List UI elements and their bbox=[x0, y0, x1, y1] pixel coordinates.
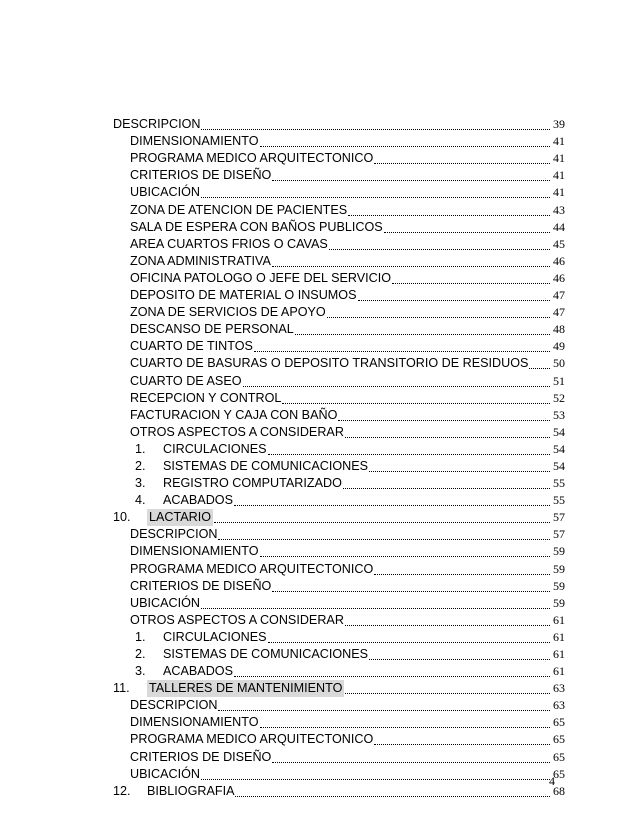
toc-entry-page: 43 bbox=[553, 202, 565, 217]
dot-leader bbox=[338, 410, 550, 421]
toc-entry[interactable] bbox=[113, 629, 565, 646]
toc-entry-label: CRITERIOS DE DISEÑO bbox=[130, 749, 272, 764]
dot-leader bbox=[234, 495, 550, 506]
toc-entry[interactable] bbox=[113, 184, 565, 201]
toc-entry[interactable] bbox=[113, 133, 565, 150]
toc-entry-page: 54 bbox=[553, 424, 565, 439]
toc-entry[interactable] bbox=[113, 646, 565, 663]
toc-entry[interactable] bbox=[113, 390, 565, 407]
table-of-contents bbox=[113, 116, 565, 800]
toc-entry-page: 61 bbox=[553, 664, 565, 679]
toc-entry-page: 55 bbox=[553, 493, 565, 508]
dot-leader bbox=[329, 239, 550, 250]
toc-entry-page: 41 bbox=[553, 185, 565, 200]
dot-leader bbox=[272, 752, 550, 763]
toc-entry-page: 59 bbox=[553, 578, 565, 593]
toc-entry-label: LACTARIO bbox=[149, 510, 212, 525]
toc-entry-page: 61 bbox=[553, 647, 565, 661]
toc-entry[interactable] bbox=[113, 355, 565, 372]
toc-entry-label: PROGRAMA MEDICO ARQUITECTONICO bbox=[130, 151, 374, 166]
toc-entry[interactable] bbox=[113, 543, 565, 560]
dot-leader bbox=[254, 341, 550, 352]
dot-leader bbox=[358, 290, 551, 301]
toc-entry-label: DESCANSO DE PERSONAL bbox=[130, 322, 294, 337]
toc-entry-number: 3. bbox=[135, 476, 146, 491]
toc-entry-label: SISTEMAS DE COMUNICACIONES bbox=[163, 458, 369, 473]
toc-entry-label: DESCRIPCION bbox=[130, 527, 218, 542]
toc-entry-label: CIRCULACIONES bbox=[163, 629, 267, 644]
toc-entry[interactable] bbox=[113, 783, 565, 800]
toc-entry-page: 41 bbox=[553, 151, 565, 166]
toc-entry-label: ACABADOS bbox=[163, 664, 233, 679]
toc-entry-page: 68 bbox=[553, 783, 565, 798]
toc-entry-page: 54 bbox=[553, 458, 565, 473]
dot-leader bbox=[235, 786, 550, 797]
dot-leader bbox=[345, 615, 550, 626]
toc-entry[interactable] bbox=[113, 338, 565, 355]
toc-entry[interactable] bbox=[113, 167, 565, 184]
dot-leader bbox=[234, 666, 550, 677]
toc-entry-label: CRITERIOS DE DISEÑO bbox=[130, 168, 272, 183]
toc-entry-page: 54 bbox=[553, 441, 565, 456]
toc-entry-page: 65 bbox=[553, 766, 565, 781]
toc-entry-label: OTROS ASPECTOS A CONSIDERAR bbox=[130, 424, 344, 439]
toc-entry[interactable] bbox=[113, 492, 565, 509]
toc-entry[interactable] bbox=[113, 372, 565, 389]
toc-entry-page: 47 bbox=[553, 305, 565, 320]
dot-leader bbox=[268, 632, 550, 643]
toc-entry-label: DIMENSIONAMIENTO bbox=[130, 544, 259, 559]
toc-entry[interactable] bbox=[113, 304, 565, 321]
toc-entry-label: UBICACIÓN bbox=[130, 766, 200, 781]
dot-leader bbox=[260, 546, 550, 557]
toc-entry-page: 41 bbox=[553, 168, 565, 183]
dot-leader bbox=[295, 324, 550, 335]
toc-entry[interactable] bbox=[113, 697, 565, 714]
toc-entry-label: ZONA DE ATENCION DE PACIENTES bbox=[130, 202, 348, 217]
toc-entry[interactable] bbox=[113, 201, 565, 218]
dot-leader bbox=[272, 581, 550, 592]
dot-leader bbox=[374, 153, 550, 164]
toc-entry-label: DESCRIPCION bbox=[130, 698, 218, 713]
toc-entry-label: CRITERIOS DE DISEÑO bbox=[130, 578, 272, 593]
toc-entry-page: 61 bbox=[553, 629, 565, 644]
toc-entry[interactable] bbox=[113, 458, 565, 475]
toc-entry-page: 63 bbox=[553, 681, 565, 696]
toc-entry-label: OFICINA PATOLOGO O JEFE DEL SERVICIO bbox=[130, 270, 392, 285]
toc-entry-label: FACTURACION Y CAJA CON BAÑO bbox=[130, 407, 338, 422]
toc-entry-page: 48 bbox=[553, 322, 565, 337]
toc-entry[interactable] bbox=[113, 253, 565, 270]
toc-entry[interactable] bbox=[113, 560, 565, 577]
toc-entry-label: PROGRAMA MEDICO ARQUITECTONICO bbox=[130, 732, 374, 747]
toc-entry-page: 41 bbox=[553, 134, 565, 149]
toc-entry[interactable] bbox=[113, 287, 565, 304]
dot-leader bbox=[214, 512, 550, 523]
toc-entry-label: OTROS ASPECTOS A CONSIDERAR bbox=[130, 612, 344, 627]
toc-entry-page: 50 bbox=[553, 356, 565, 371]
dot-leader bbox=[345, 427, 550, 438]
toc-entry[interactable] bbox=[113, 595, 565, 612]
toc-entry-number: 10. bbox=[113, 510, 131, 525]
dot-leader bbox=[201, 119, 550, 130]
toc-entry-label: ACABADOS bbox=[163, 493, 233, 508]
toc-entry[interactable] bbox=[113, 731, 565, 748]
toc-entry-number: 11. bbox=[113, 681, 130, 696]
toc-entry-label: AREA CUARTOS FRIOS O CAVAS bbox=[130, 236, 328, 251]
toc-entry[interactable] bbox=[113, 441, 565, 458]
dot-leader bbox=[218, 700, 550, 711]
toc-entry[interactable] bbox=[113, 766, 565, 783]
dot-leader bbox=[345, 683, 550, 694]
toc-entry-label: DIMENSIONAMIENTO bbox=[130, 134, 259, 149]
toc-entry[interactable] bbox=[113, 219, 565, 236]
toc-entry-page: 59 bbox=[553, 595, 565, 610]
toc-entry-label: ZONA ADMINISTRATIVA bbox=[130, 253, 271, 268]
dot-leader bbox=[384, 222, 550, 233]
toc-entry[interactable] bbox=[113, 612, 565, 629]
toc-entry[interactable] bbox=[113, 150, 565, 167]
toc-entry-label: ZONA DE SERVICIOS DE APOYO bbox=[130, 305, 326, 320]
toc-entry-page: 52 bbox=[553, 390, 565, 405]
toc-entry-page: 57 bbox=[553, 527, 565, 542]
toc-entry-page: 65 bbox=[553, 715, 565, 730]
toc-entry-label: DIMENSIONAMIENTO bbox=[130, 715, 259, 730]
toc-entry-page: 59 bbox=[553, 561, 565, 576]
toc-entry-page: 53 bbox=[553, 407, 565, 422]
toc-entry[interactable] bbox=[113, 578, 565, 595]
toc-entry-number: 2. bbox=[135, 647, 146, 661]
toc-entry-label: SALA DE ESPERA CON BAÑOS PUBLICOS bbox=[130, 219, 383, 234]
toc-entry-page: 46 bbox=[553, 270, 565, 285]
dot-leader bbox=[201, 769, 550, 780]
dot-leader bbox=[201, 187, 550, 198]
toc-entry-label: DESCRIPCION bbox=[113, 117, 201, 132]
toc-entry-page: 46 bbox=[553, 253, 565, 268]
dot-leader bbox=[369, 461, 550, 472]
toc-entry-label: BIBLIOGRAFIA bbox=[147, 783, 235, 798]
dot-leader bbox=[369, 649, 550, 660]
toc-entry-number: 12. bbox=[113, 783, 131, 798]
toc-entry-label: SISTEMAS DE COMUNICACIONES bbox=[163, 647, 369, 661]
toc-entry-label: REGISTRO COMPUTARIZADO bbox=[163, 476, 342, 491]
toc-entry[interactable] bbox=[113, 526, 565, 543]
toc-entry-label: DEPOSITO DE MATERIAL O INSUMOS bbox=[130, 288, 357, 303]
dot-leader bbox=[260, 136, 550, 147]
toc-entry[interactable] bbox=[113, 116, 565, 133]
toc-entry-page: 65 bbox=[553, 749, 565, 764]
toc-entry-page: 55 bbox=[553, 476, 565, 491]
dot-leader bbox=[282, 393, 550, 404]
toc-entry-label: CUARTO DE TINTOS bbox=[130, 339, 253, 354]
dot-leader bbox=[529, 358, 550, 369]
dot-leader bbox=[243, 376, 550, 387]
toc-entry-page: 47 bbox=[553, 288, 565, 303]
toc-entry-number: 1. bbox=[135, 441, 146, 456]
toc-entry[interactable] bbox=[113, 509, 565, 526]
toc-entry-page: 51 bbox=[553, 373, 565, 388]
toc-entry-label: TALLERES DE MANTENIMIENTO bbox=[149, 681, 343, 696]
toc-entry-number: 3. bbox=[135, 664, 146, 679]
toc-entry-number: 1. bbox=[135, 629, 146, 644]
page-number: 4 bbox=[549, 774, 555, 788]
dot-leader bbox=[374, 734, 550, 745]
toc-entry-label: UBICACIÓN bbox=[130, 595, 200, 610]
toc-entry[interactable] bbox=[113, 407, 565, 424]
toc-entry-label: PROGRAMA MEDICO ARQUITECTONICO bbox=[130, 561, 374, 576]
dot-leader bbox=[327, 307, 550, 318]
dot-leader bbox=[348, 205, 550, 216]
dot-leader bbox=[272, 256, 550, 267]
toc-entry-number: 2. bbox=[135, 458, 146, 473]
toc-entry[interactable] bbox=[113, 680, 565, 697]
toc-entry-page: 45 bbox=[553, 236, 565, 251]
toc-entry-page: 44 bbox=[553, 219, 565, 234]
toc-entry[interactable] bbox=[113, 714, 565, 731]
dot-leader bbox=[201, 598, 550, 609]
toc-entry-page: 59 bbox=[553, 544, 565, 559]
toc-entry-label: CUARTO DE ASEO bbox=[130, 373, 242, 388]
toc-entry-label: RECEPCION Y CONTROL bbox=[130, 390, 282, 405]
dot-leader bbox=[218, 529, 550, 540]
toc-entry-page: 65 bbox=[553, 732, 565, 747]
toc-entry-label: UBICACIÓN bbox=[130, 185, 200, 200]
toc-entry[interactable] bbox=[113, 475, 565, 492]
toc-entry-number: 4. bbox=[135, 493, 146, 508]
toc-entry-label: CUARTO DE BASURAS O DEPOSITO TRANSITORIO DE RESIDUOS bbox=[130, 356, 529, 371]
toc-entry[interactable] bbox=[113, 748, 565, 765]
toc-entry[interactable] bbox=[113, 236, 565, 253]
toc-entry-label: CIRCULACIONES bbox=[163, 441, 267, 456]
dot-leader bbox=[260, 717, 550, 728]
dot-leader bbox=[268, 444, 550, 455]
toc-entry[interactable] bbox=[113, 270, 565, 287]
toc-entry-page: 61 bbox=[553, 612, 565, 627]
dot-leader bbox=[392, 273, 550, 284]
toc-entry[interactable] bbox=[113, 424, 565, 441]
toc-entry-page: 39 bbox=[553, 117, 565, 132]
dot-leader bbox=[374, 564, 550, 575]
toc-entry-page: 57 bbox=[553, 510, 565, 525]
toc-entry[interactable] bbox=[113, 321, 565, 338]
toc-entry-page: 49 bbox=[553, 339, 565, 354]
dot-leader bbox=[343, 478, 550, 489]
dot-leader bbox=[272, 170, 550, 181]
toc-entry[interactable] bbox=[113, 663, 565, 680]
toc-entry-page: 63 bbox=[553, 698, 565, 713]
